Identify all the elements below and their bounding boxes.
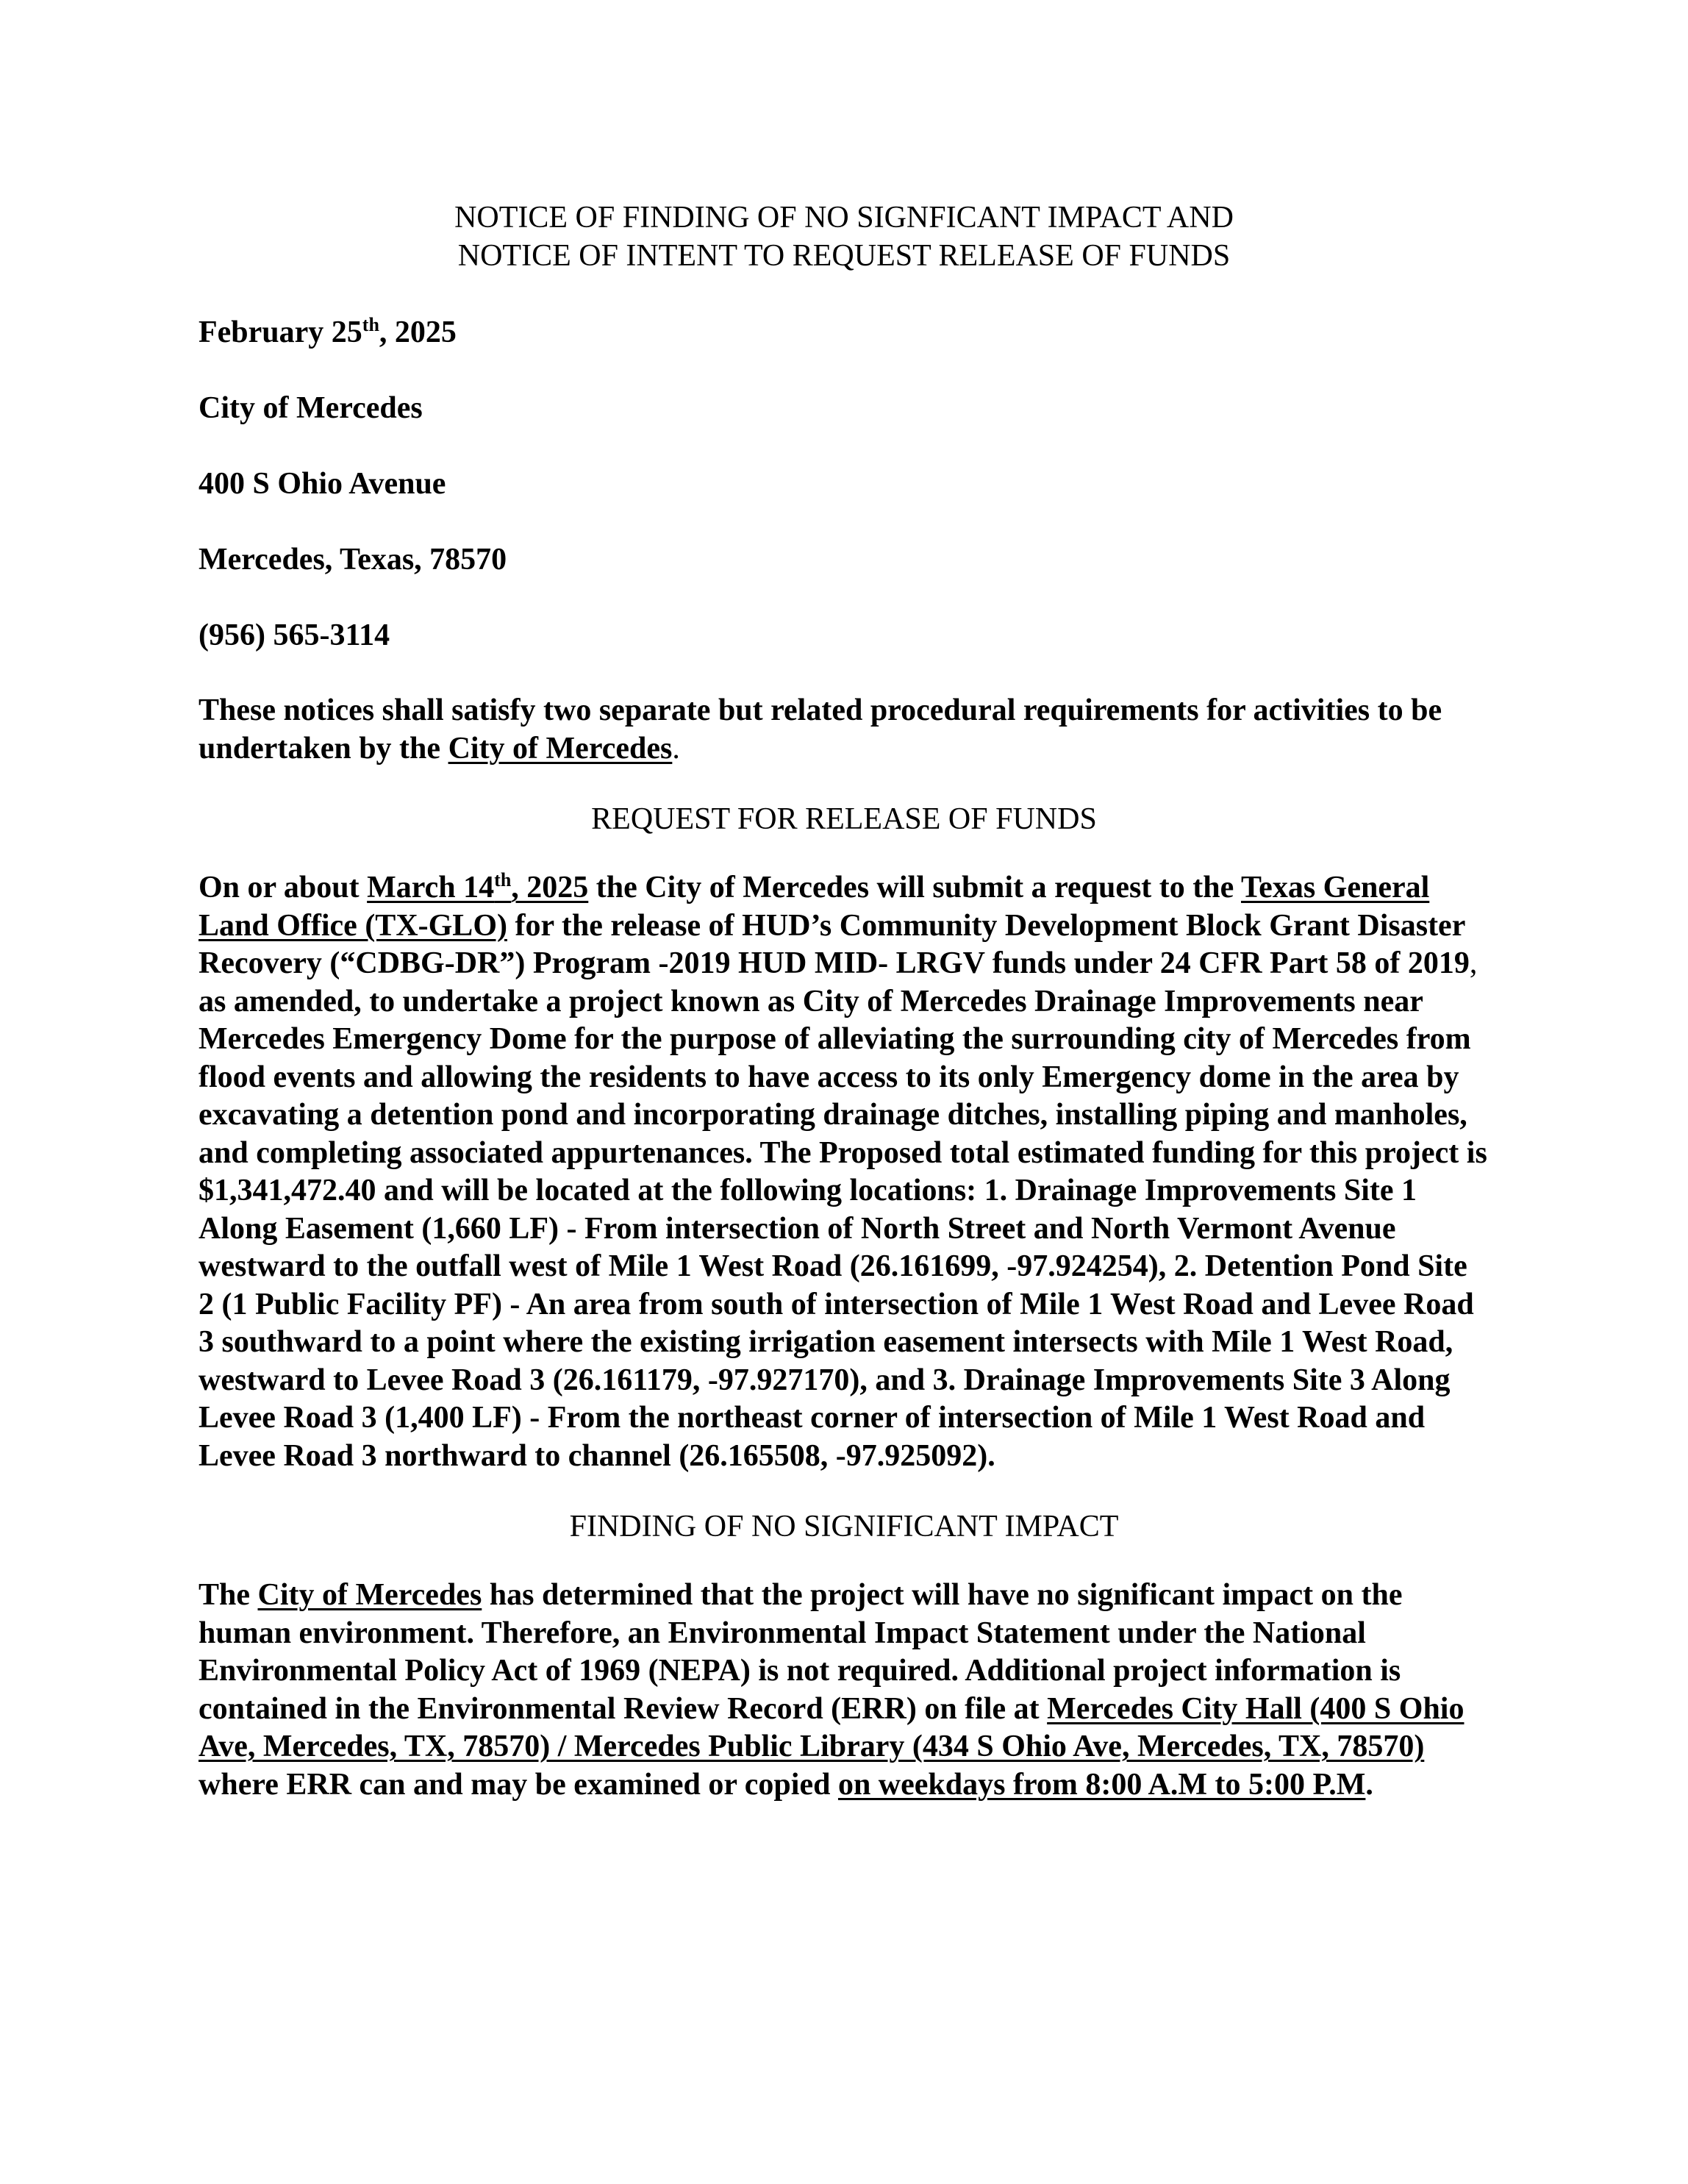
rrof-date-suffix: , 2025 [511, 871, 589, 904]
fonsi-city-link: City of Mercedes [257, 1578, 482, 1612]
rrof-text-2: the City of Mercedes will submit a request to the [588, 871, 1242, 904]
intro-paragraph [199, 692, 1489, 768]
rrof-agency: Texas General Land Office (TX-GLO) [199, 871, 1430, 943]
fonsi-text-1: The [199, 1578, 258, 1612]
title-line-2: NOTICE OF INTENT TO REQUEST RELEASE OF FUNDS [457, 239, 1231, 273]
fonsi-paragraph [199, 1577, 1489, 1804]
notice-page [199, 199, 1489, 1804]
intro-city-link: City of Mercedes [448, 731, 673, 766]
rrof-date-sup: th [494, 869, 512, 891]
fonsi-text-2: has determined that the project will have no significant impact on the human environment. Therefore, an Environmental Impact Statement under the National Environmental Policy Act of 1969 (NEPA) is not required. Additional project information is contained in the Environmental Review Record (ERR) on file at [199, 1578, 1403, 1726]
phone-number: (956) 565-3114 [199, 618, 390, 652]
date-prefix: February 25 [199, 315, 362, 349]
date-sup: th [362, 314, 379, 335]
date-suffix: , 2025 [379, 315, 457, 349]
street-address: 400 S Ohio Avenue [199, 467, 446, 501]
notice-title [199, 199, 1489, 275]
rrof-heading: REQUEST FOR RELEASE OF FUNDS [591, 802, 1097, 836]
intro-text: These notices shall satisfy two separate but related procedural requirements for activities to be undertaken by the [199, 693, 1442, 766]
rrof-date-prefix: March 14 [367, 871, 495, 904]
city-state-zip: Mercedes, Texas, 78570 [199, 543, 507, 577]
fonsi-period: . [1365, 1767, 1373, 1802]
fonsi-err-location: Mercedes City Hall (400 S Ohio Ave, Mercedes, TX, 78570) / Mercedes Public Library (434 S Ohio Ave, Mercedes, TX, 78570) [199, 1691, 1465, 1763]
rrof-text-3: for the release of HUD’s Community Development Block Grant Disaster Recovery (“CDBG-DR”) Program -2019 HUD MID- LRGV funds under 24 CFR Part 58 of 2019 [199, 908, 1470, 980]
rrof-text-1: On or about [199, 871, 368, 904]
notice-date [199, 313, 1489, 351]
rrof-submit-date [367, 871, 588, 904]
fonsi-hours: on weekdays from 8:00 A.M to 5:00 P.M [837, 1767, 1366, 1802]
rrof-comma: , [1469, 946, 1478, 980]
intro-period: . [672, 731, 680, 766]
fonsi-text-3: where ERR can and may be examined or copied [199, 1767, 838, 1802]
city-name: City of Mercedes [199, 391, 423, 425]
rrof-paragraph [199, 869, 1489, 1475]
rrof-text-4: as amended, to undertake a project known as City of Mercedes Drainage Improvements near Mercedes Emergency Dome for the purpose of alleviating the surrounding city of Mercedes from flood events and allowing the residents to have access to its only Emergency dome in the area by excavating a detention pond and incorporating drainage ditches, installing piping and manholes, and completing associated appurtenances. The Proposed total estimated funding for this project is $1,341,472.40 and will be located at the following locations: 1. Drainage Improvements Site 1 Along Easement (1,660 LF) - From intersection of North Street and North Vermont Avenue westward to the outfall west of Mile 1 West Road (26.161699, -97.924254), 2. Detention Pond Site 2 (1 Public Facility PF) - An area from south of intersection of Mile 1 West Road and Levee Road 3 southward to a point where the existing irrigation easement intersects with Mile 1 West Road, westward to Levee Road 3 (26.161179, -97.927170), and 3. Drainage Improvements Site 3 Along Levee Road 3 (1,400 LF) - From the northeast corner of intersection of Mile 1 West Road and Levee Road 3 northward to channel (26.165508, -97.925092). [199, 984, 1487, 1473]
fonsi-heading: FINDING OF NO SIGNIFICANT IMPACT [569, 1510, 1119, 1544]
title-line-1: NOTICE OF FINDING OF NO SIGNFICANT IMPACT AND [454, 201, 1234, 235]
